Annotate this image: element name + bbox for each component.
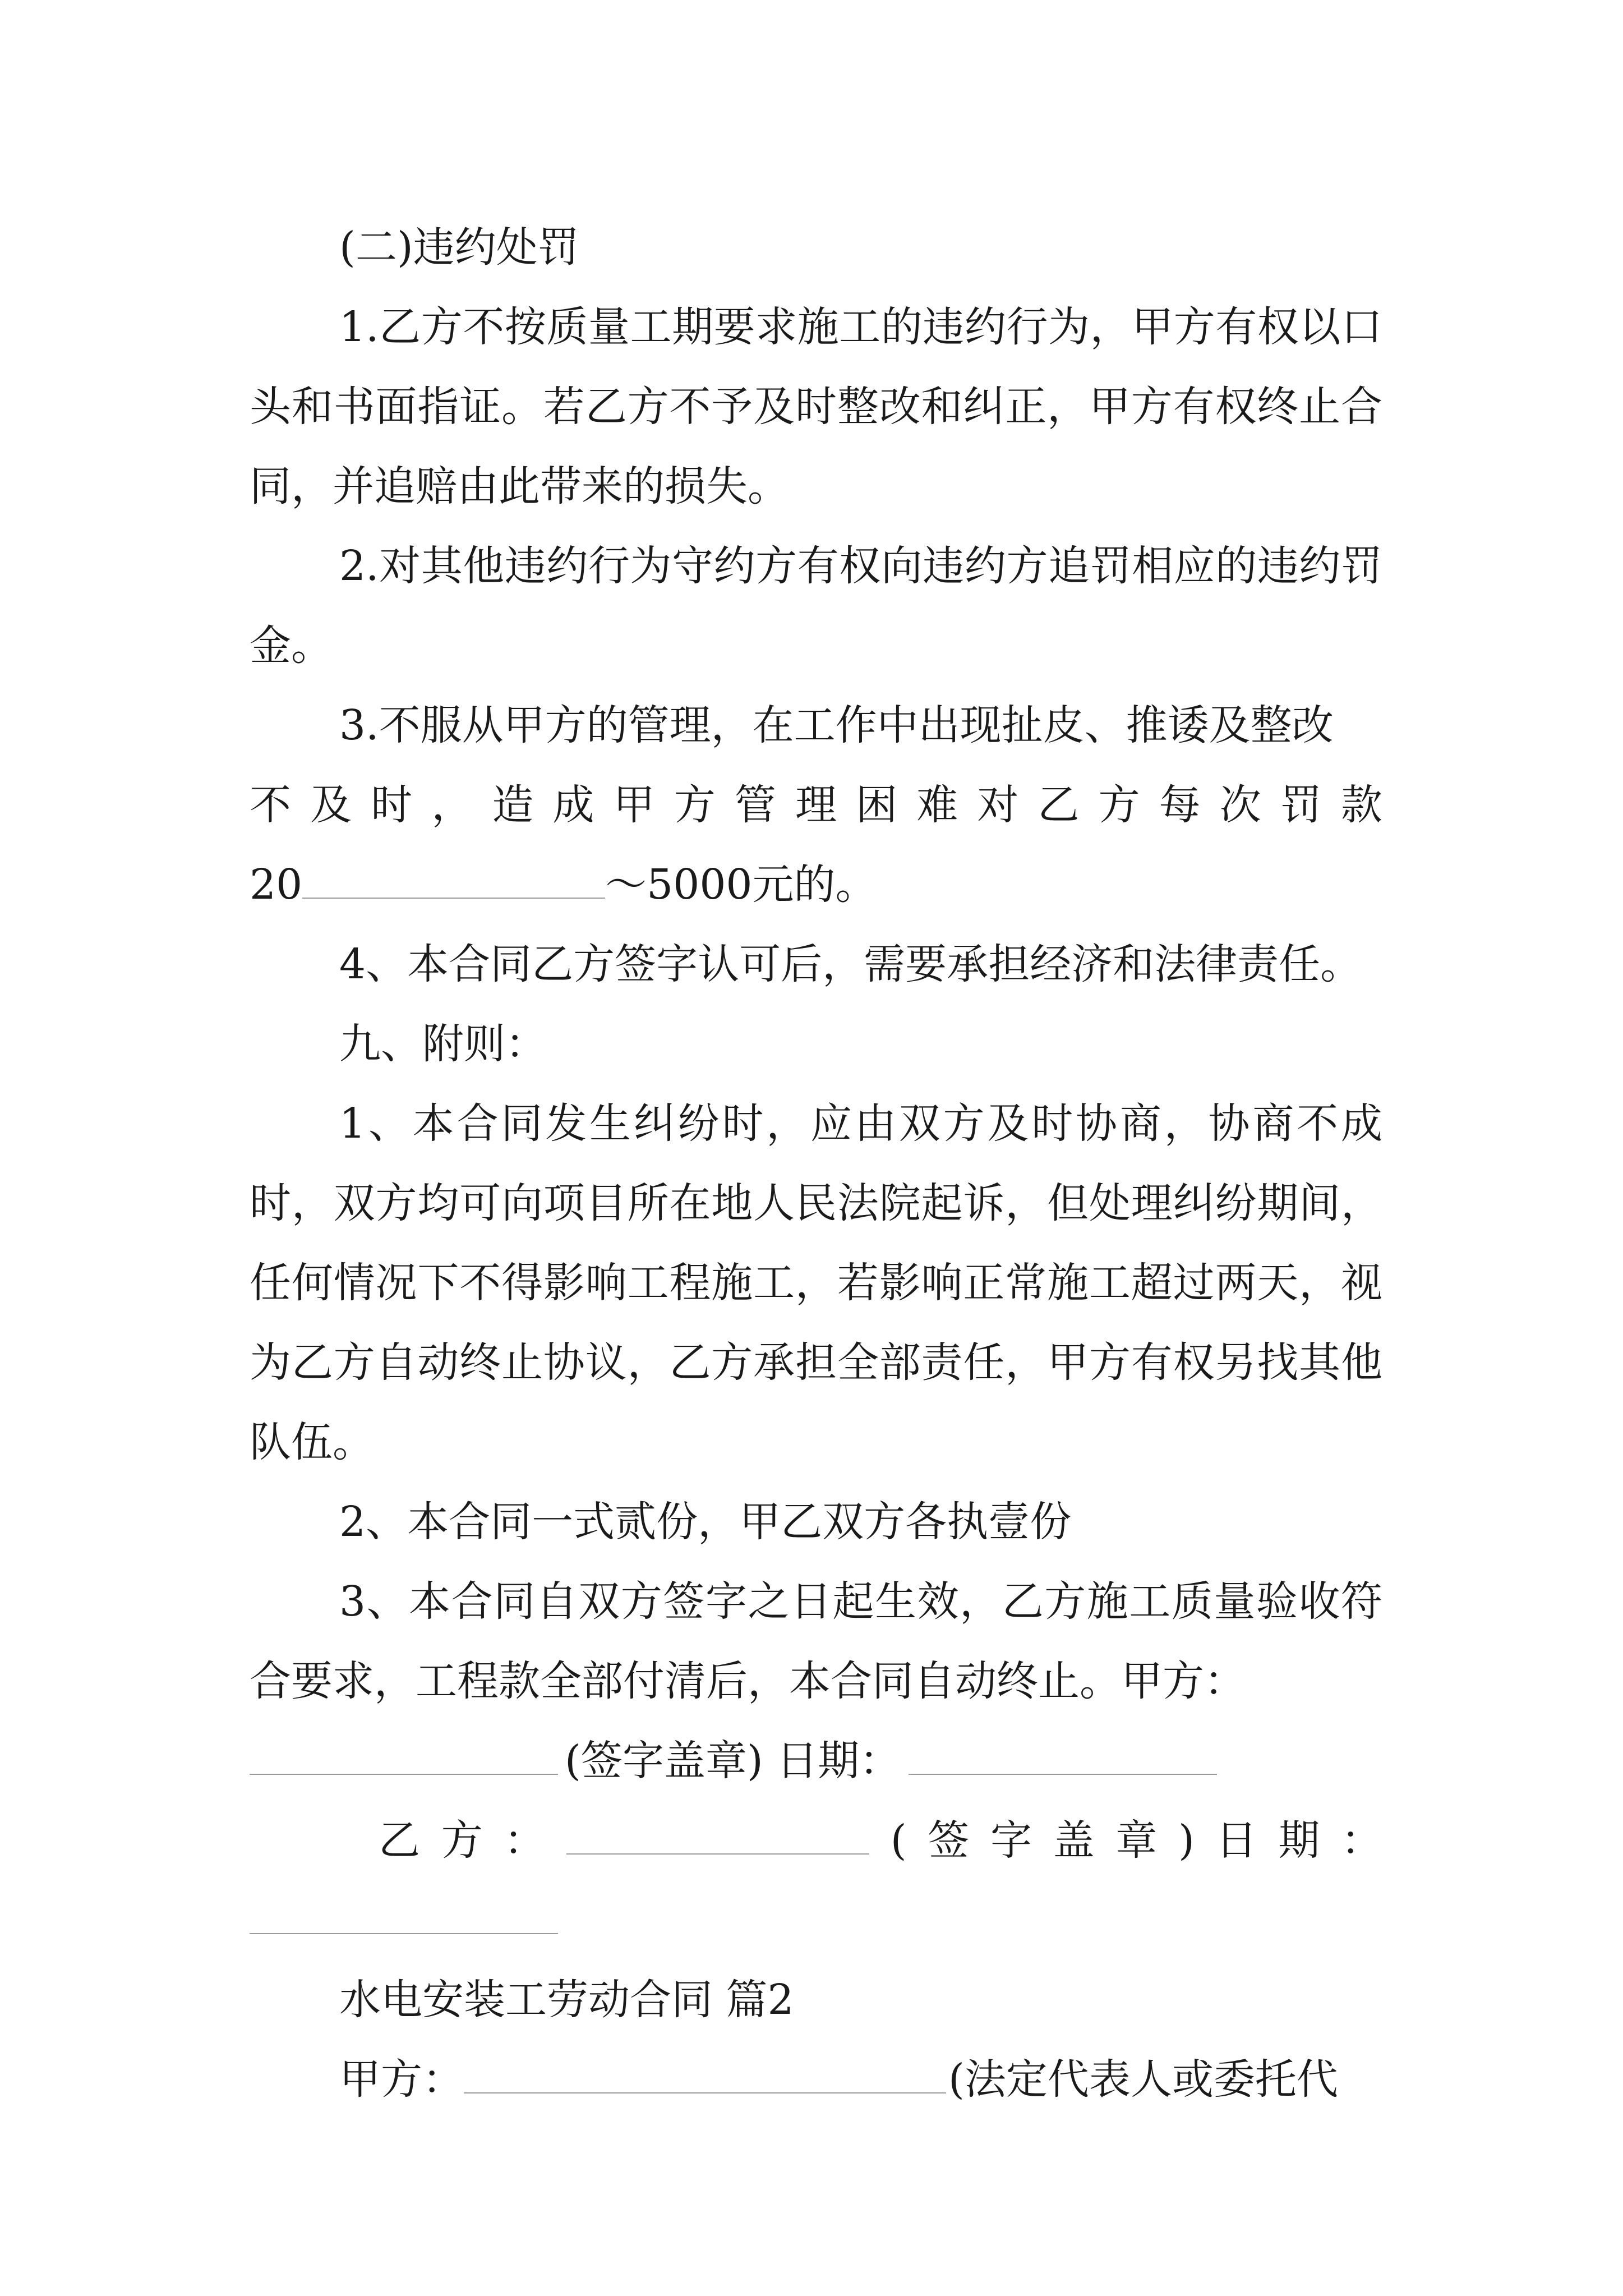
char: 时 [371, 781, 413, 829]
char: 字 [990, 1816, 1032, 1865]
fine-max: ～5000元的。 [605, 861, 877, 909]
supplementary-clause-3: 3、本合同自双方签字之日起生效，乙方施工质量验收符合要求，工程款全部付清后，本合同自动终止。甲方： [250, 1577, 1382, 1705]
char: 章 [1115, 1816, 1158, 1865]
char: 理 [795, 781, 837, 829]
char: ， [431, 781, 473, 829]
char: ( [890, 1816, 907, 1865]
char: 乙 [1038, 781, 1080, 829]
party-b-signature-line [250, 1801, 1382, 1880]
char: 管 [734, 781, 776, 829]
party-a-date-blank[interactable] [909, 1740, 1217, 1775]
clause-4: 4、本合同乙方签字认可后，需要承担经济和法律责任。 [339, 940, 1362, 988]
char: ： [1341, 1816, 1382, 1865]
char: 困 [856, 781, 898, 829]
party-b-date-blank[interactable] [250, 1899, 558, 1934]
party-a-label: 甲方： [339, 2055, 464, 2104]
char: 对 [977, 781, 1019, 829]
party-a-name-blank[interactable] [464, 2059, 946, 2093]
supplementary-clause-2: 2、本合同一式贰份，甲乙双方各执壹份 [339, 1498, 1072, 1546]
char: 成 [552, 781, 594, 829]
char: 难 [916, 781, 958, 829]
char: 方 [1098, 781, 1140, 829]
supplementary-clause-1: 1、本合同发生纠纷时，应由双方及时协商，协商不成时，双方均可向项目所在地人民法院起诉，但处理纠纷期间，任何情况下不得影响工程施工，若影响正常施工超过两天，视为乙方自动终止协议，乙方承担全部责任，甲方有权另找其他队伍。 [250, 1099, 1382, 1466]
char: ： [504, 1816, 546, 1865]
char: 盖 [1053, 1816, 1095, 1865]
char: 乙 [379, 1816, 420, 1865]
document-page [250, 208, 1382, 2119]
party-a-signature-line [250, 1721, 1382, 1801]
char: 次 [1219, 781, 1261, 829]
char: 日 [1215, 1816, 1257, 1865]
clause-3-line2 [250, 765, 1382, 845]
char: 签 [928, 1816, 970, 1865]
party-a-suffix: (法定代表人或委托代 [948, 2055, 1338, 2104]
clause-3-line1: 3.不服从甲方的管理，在工作中出现扯皮、推诿及整改 [339, 701, 1334, 749]
contract-2-heading: 水电安装工劳动合同 篇2 [339, 1976, 794, 2024]
char: 及 [310, 781, 352, 829]
char: 每 [1159, 781, 1201, 829]
char: 罚 [1280, 781, 1322, 829]
section-title-breach-penalty: (二)违约处罚 [339, 223, 579, 272]
char: ) [1178, 1816, 1195, 1865]
clause-3-line3 [250, 845, 1382, 924]
char: 款 [1340, 781, 1382, 829]
section-title-supplementary: 九、附则： [339, 1020, 547, 1068]
char: 造 [492, 781, 534, 829]
party-a-signature-label: (签字盖章) 日期： [565, 1737, 901, 1785]
char: 方 [674, 781, 716, 829]
clause-2: 2.对其他违约行为守约方有权向违约方追罚相应的违约罚金。 [250, 542, 1382, 670]
party-a-signature-blank[interactable] [250, 1740, 558, 1775]
char: 期 [1278, 1816, 1320, 1865]
blank-line[interactable] [302, 864, 605, 899]
char: 方 [441, 1816, 483, 1865]
char: 不 [250, 781, 291, 829]
contract-2-party-a-line [250, 2040, 1382, 2119]
fine-min: 20 [250, 861, 303, 909]
party-b-date-line [250, 1880, 1382, 1960]
party-b-signature-blank[interactable] [566, 1820, 869, 1855]
char: 甲 [613, 781, 655, 829]
clause-1: 1.乙方不按质量工期要求施工的违约行为，甲方有权以口头和书面指证。若乙方不予及时整改和纠正，甲方有权终止合同，并追赔由此带来的损失。 [250, 303, 1382, 510]
